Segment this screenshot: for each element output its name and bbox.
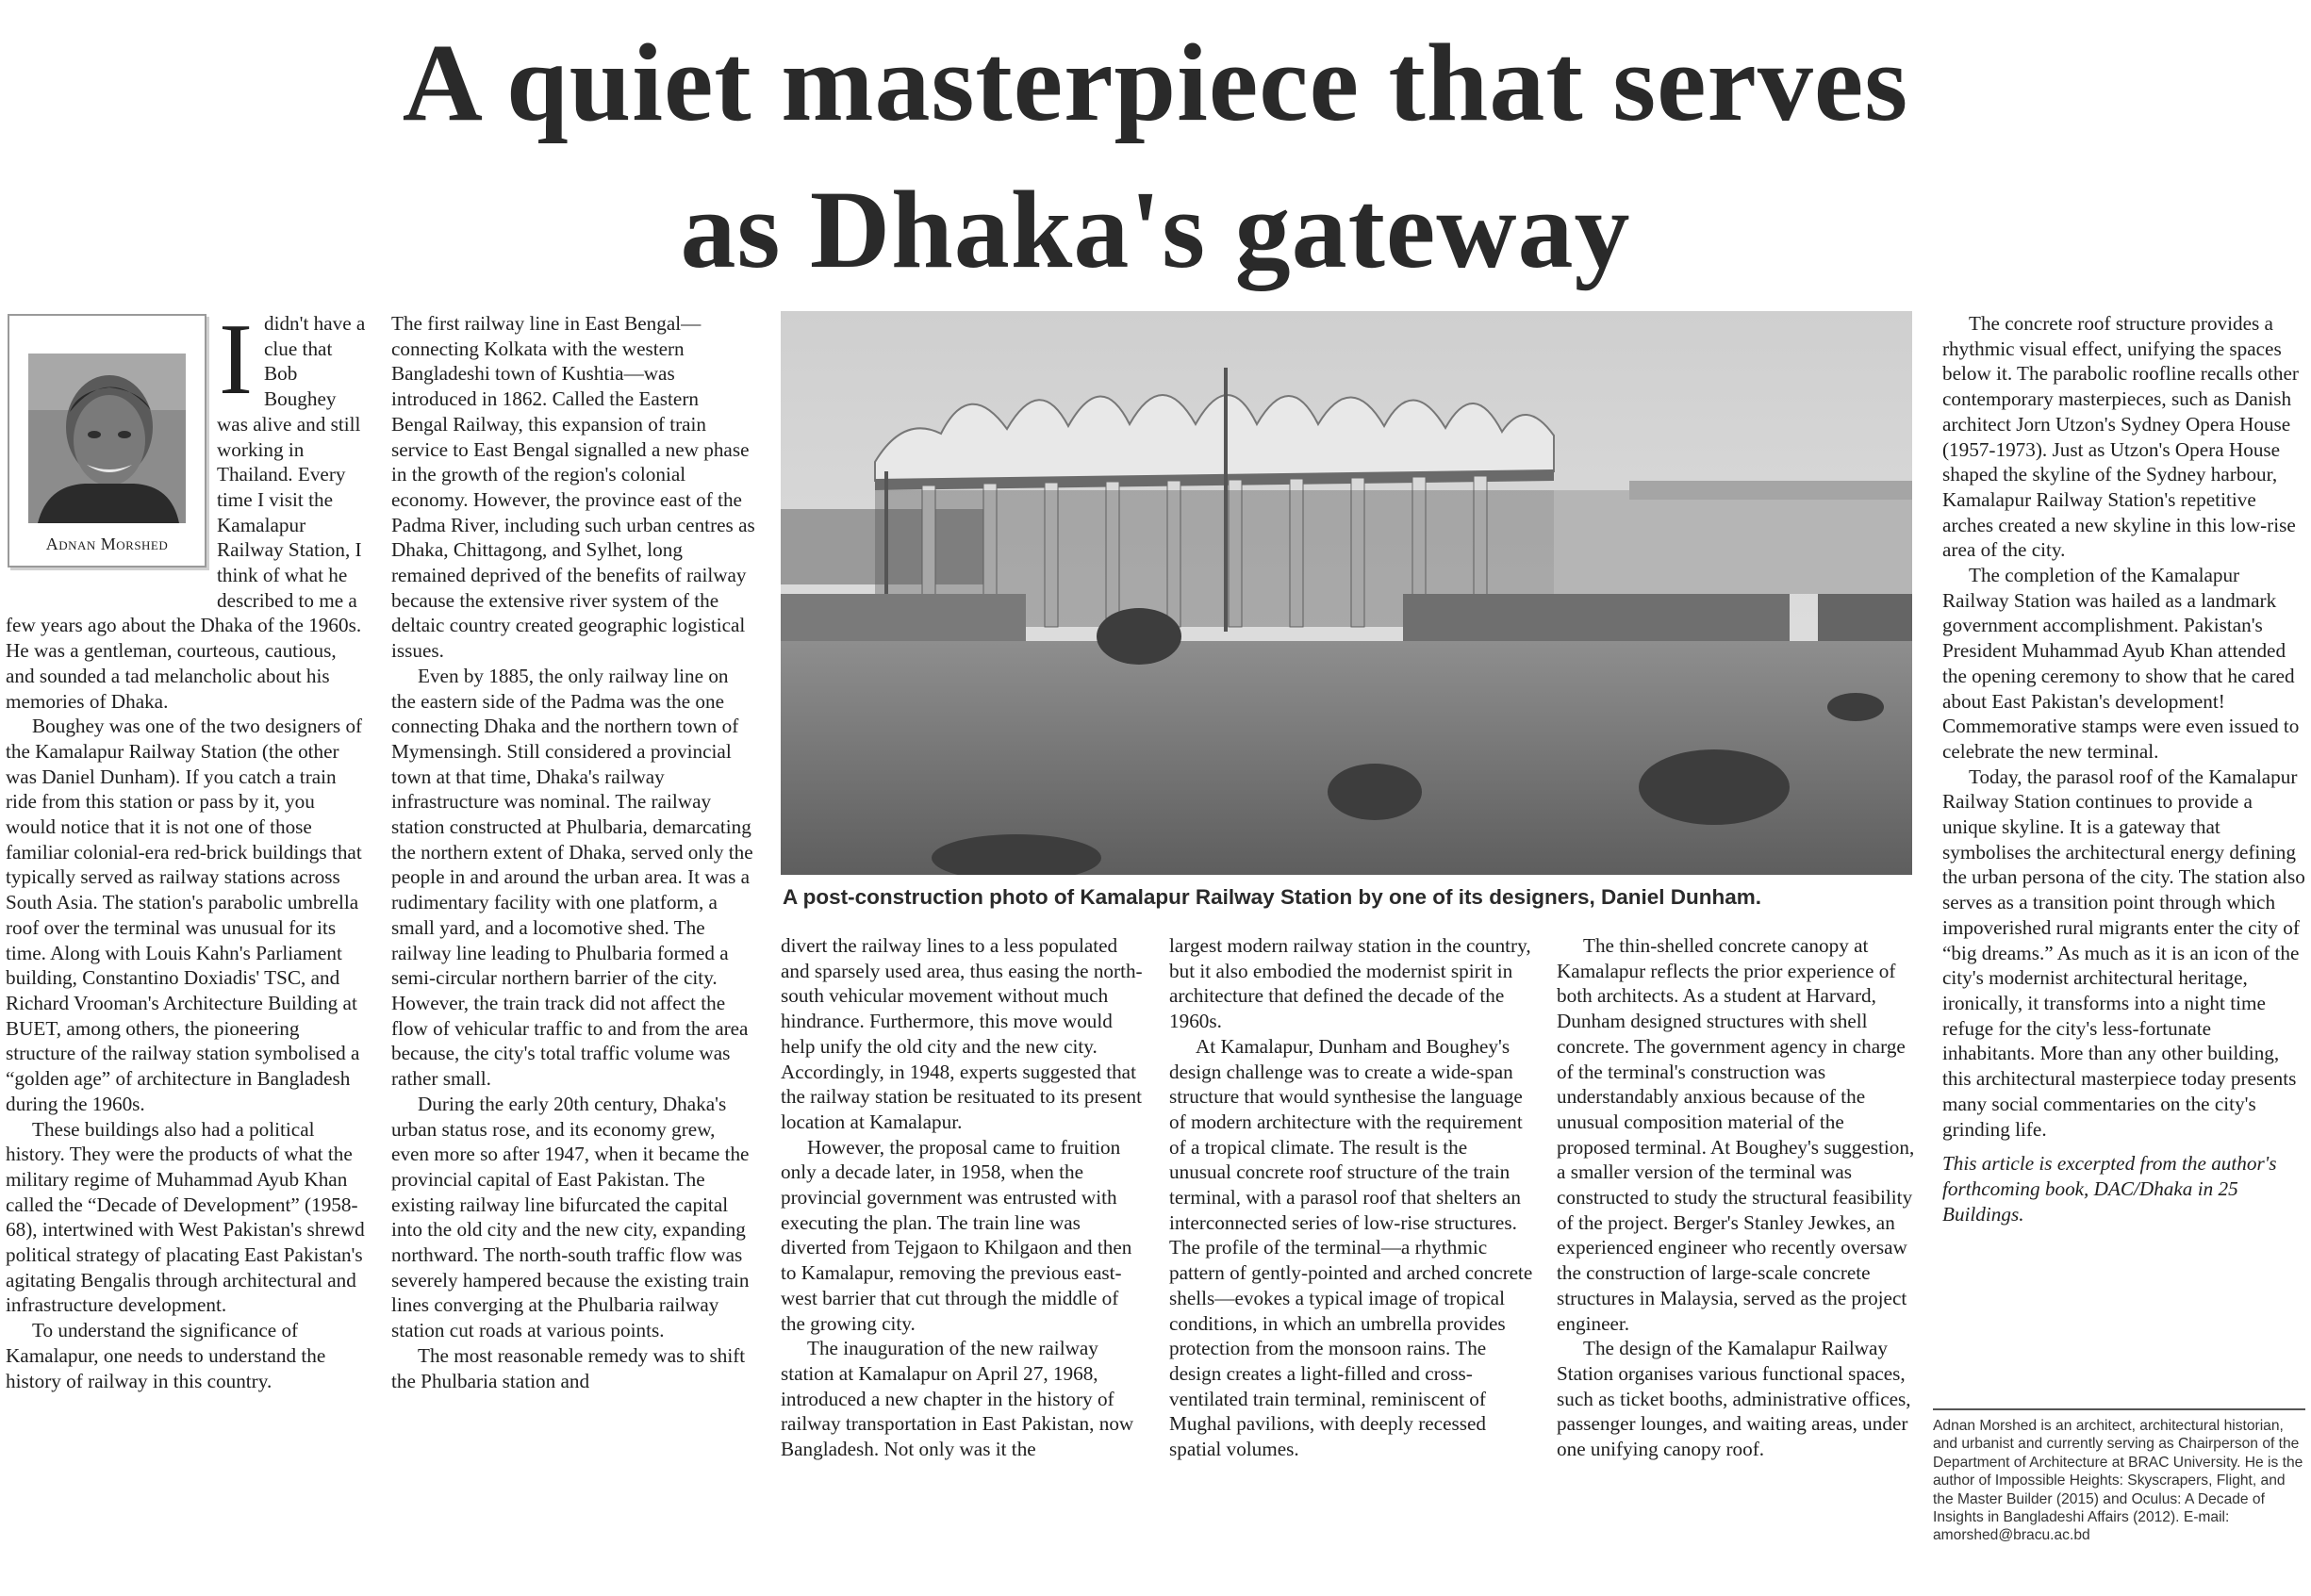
paragraph: These buildings also had a political history. They were the products of what the military regime of Muhammad Ayub Khan called the “Decade of Development” (1958-68), intertwined with West Pakistan's shrewd political strategy of placating East Pakistan's agitating Bengalis through architectural and infrastructure development. [6,1117,365,1317]
paragraph: The thin-shelled concrete canopy at Kamalapur reflects the prior experience of both architects. As a student at Harvard, Dunham designed structures with shell concrete. The government agency in charge of the terminal's construction was understandably anxious because of the unusual composition material of the proposed terminal. At Boughey's suggestion, a smaller version of the terminal was constructed to study the structural feasibility of the project. Berger's Stanley Jewkes, an experienced engineer who recently oversaw the construction of large-scale concrete structures in Malaysia, served as the project engineer. [1557,934,1915,1335]
paragraph: The concrete roof structure provides a rhythmic visual effect, unifying the spaces below it. The parabolic roofline recalls other contemporary masterpieces, such as Danish architect Jorn Utzon's Sydney Opera House (1957-1973). Just as Utzon's Opera House shaped the skyline of the Sydney harbour, Kamalapur Railway Station's repetitive arches created a new skyline in this low-rise area of the city. [1942,312,2299,562]
column-5 [1557,933,1921,1462]
column-1 [6,304,370,1393]
paragraph: The most reasonable remedy was to shift the Phulbaria station and [391,1343,746,1392]
paragraph: To understand the significance of Kamalapur, one needs to understand the history of railway in this country. [6,1319,326,1392]
author-bio: Adnan Morshed is an architect, architectural historian, and urbanist and currently serving as Chairperson of the Department of Architecture at BRAC University. He is the author of Impossible Heights: Skyscrapers, Flight, and the Master Builder (2015) and Oculus: A Decade of Insights in Bangladeshi Affairs (2012). E-mail: amorshed@bracu.ac.bd [1933,1418,2303,1544]
station-photo [781,311,1912,875]
paragraph: Today, the parasol roof of the Kamalapur Railway Station continues to provide a unique skyline. It is a gateway that symbolises the architectural energy defining the urban persona of the city. The station also serves as a transition point through which impoverished rural migrants enter the city of “big dreams.” As much as it is an icon of the city's modernist architectural heritage, ironically, it transforms into a night time refuge for the city's less-fortunate inhabitants. More than any other building, this architectural masterpiece today presents many social commentaries on the city's grinding life. [1942,765,2305,1141]
bio-divider [1933,1408,2305,1410]
paragraph: largest modern railway station in the country, but it also embodied the modernist spirit in architecture that defined the decade of the 1960s. [1169,934,1531,1033]
paragraph: During the early 20th century, Dhaka's urban status rose, and its economy grew, even more so after 1947, when it became the provincial capital of East Pakistan. The existing railway line bifurcated the capital into the old city and the new city, expanding northward. The north-south traffic flow was severely hampered because the existing train lines converging at the Phulbaria railway station cut roads at various points. [391,1092,750,1342]
column-6 [1942,311,2308,1226]
paragraph: The design of the Kamalapur Railway Station organises various functional spaces, such as ticket booths, administrative offices, passenger lounges, and waiting areas, under one unifying canopy roof. [1557,1337,1911,1461]
author-name: Adnan Morshed [45,535,169,553]
paragraph: didn't have a clue that Bob Boughey was alive and still working in Thailand. Every time I visit the Kamalapur Railway Station, I think of what he described to me a few years ago about the Dhaka of the 1960s. He was a gentleman, courteous, cautious, and sounded a tad melancholic about his memories of Dhaka. [6,312,366,713]
column-2 [391,311,755,1393]
drop-cap: I [219,304,253,416]
headline-line-2: as Dhaka's gateway [680,168,1631,291]
paragraph: divert the railway lines to a less populated and sparsely used area, thus easing the north-south vehicular movement without much hindrance. Furthermore, this move would help unify the old city and the new city. Accordingly, in 1948, experts suggested that the railway station be resituated to its present location at Kamalapur. [781,934,1143,1133]
column-4 [1169,933,1533,1462]
paragraph: However, the proposal came to fruition only a decade later, in 1958, when the provincial government was entrusted with executing the plan. The train line was diverted from Tejgaon to Khilgaon and then to Kamalapur, removing the previous east-west barrier that cut through the middle of the growing city. [781,1135,1132,1335]
column-3 [781,933,1143,1462]
author-box-spacer [6,311,217,594]
paragraph: The first railway line in East Bengal—connecting Kolkata with the western Bangladeshi town of Kushtia—was introduced in 1862. Called the Eastern Bengal Railway, this expansion of train service to East Bengal signalled a new phase in the growth of the region's colonial economy. However, the province east of the Padma River, including such urban centres as Dhaka, Chittagong, and Sylhet, long remained deprived of the benefits of railway because the extensive river system of the deltaic country created geographic logistical issues. [391,312,755,663]
headline-line-1: A quiet masterpiece that serves [402,21,1909,144]
author-note: This article is excerpted from the author's forthcoming book, DAC/Dhaka in 25 Buildings. [1942,1152,2277,1226]
paragraph: Even by 1885, the only railway line on the eastern side of the Padma was the one connecting Dhaka and the northern town of Mymensingh. Still considered a provincial town at that time, Dhaka's railway infrastructure was nominal. The railway station constructed at Phulbaria, demarcating the northern extent of Dhaka, served only the people in and around the urban area. It was a rudimentary facility with one platform, a small yard, and a locomotive shed. The railway line leading to Phulbaria formed a semi-circular northern barrier of the city. However, the train track did not affect the flow of vehicular traffic to and from the area because, the city's total traffic volume was rather small. [391,664,753,1091]
paragraph: At Kamalapur, Dunham and Boughey's design challenge was to create a wide-span structure that would synthesise the language of modern architecture with the requirement of a tropical climate. The result is the unusual concrete roof structure of the train terminal, with a parasol roof that shelters an interconnected series of low-rise structures. The profile of the terminal—a rhythmic pattern of gently-pointed and arched concrete shells—evokes a typical image of tropical conditions, in which an umbrella provides protection from the monsoon rains. The design creates a light-filled and cross-ventilated train terminal, reminiscent of Mughal pavilions, with deeply recessed spatial volumes. [1169,1034,1533,1461]
photo-caption: A post-construction photo of Kamalapur Railway Station by one of its designers, Daniel Dunham. [783,885,1762,909]
paragraph: The completion of the Kamalapur Railway Station was hailed as a landmark government accomplishment. Pakistan's President Muhammad Ayub Khan attended the opening ceremony to show that he cared about East Pakistan's development! Commemorative stamps were even issued to celebrate the new terminal. [1942,564,2300,763]
paragraph: Boughey was one of the two designers of the Kamalapur Railway Station (the other was Daniel Dunham). If you catch a train ride from this station or pass by it, you would notice that it is not one of those familiar colonial-era red-brick buildings that typically served as railway stations across South Asia. The station's parabolic umbrella roof over the terminal was unusual for its time. Along with Louis Kahn's Parliament building, Constantino Doxiadis' TSC, and Richard Vrooman's Architecture Building at BUET, among others, the pioneering structure of the railway station symbolised a “golden age” of architecture in Bangladesh during the 1960s. [6,715,363,1115]
paragraph: The inauguration of the new railway station at Kamalapur on April 27, 1968, introduced a new chapter in the history of railway transportation in East Pakistan, now Bangladesh. Not only was it the [781,1337,1134,1461]
